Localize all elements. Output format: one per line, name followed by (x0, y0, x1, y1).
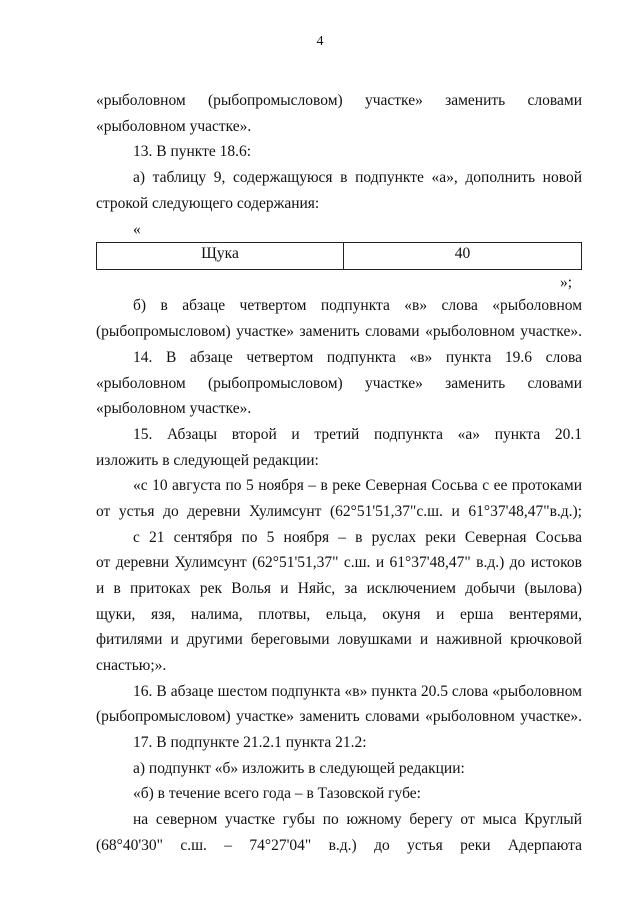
text-line: от деревни Хулимсунт (62°51'51,37" с.ш. и 61°37'48,47" в.д.) до истоков (96, 554, 582, 571)
table-cell-species: Щука (97, 243, 344, 269)
inserted-table-row (96, 242, 582, 270)
text-line: (рыбопромысловом) участке» заменить словами «рыболовном участке». (96, 323, 582, 340)
text-line: с 21 сентября по 5 ноября – в руслах реки Северная Сосьва (133, 529, 582, 546)
text-line: фитилями и другими береговыми ловушками и наживной крючковой (96, 631, 582, 648)
text-line: «рыболовном (рыбопромысловом) участке» заменить словами (96, 92, 582, 109)
text-line: и в притоках рек Волья и Няйс, за исключением добычи (вылова) (96, 580, 582, 597)
text-line: строкой следующего содержания: (96, 195, 320, 212)
text-line: от устья до деревни Хулимсунт (62°51'51,37"с.ш. и 61°37'48,47"в.д.); (96, 503, 582, 520)
text-line: щуки, язя, налима, плотвы, ельца, окуня и ерша вентерями, (96, 606, 582, 623)
page-number: 4 (316, 34, 324, 49)
text-line: «рыболовном участке». (96, 118, 252, 135)
close-quote: »; (560, 274, 573, 291)
text-line: (68°40'30" с.ш. – 74°27'04" в.д.) до устья реки Адерпаюта (96, 837, 582, 854)
text-line: изложить в следующей редакции: (96, 452, 319, 469)
text-line: на северном участке губы по южному берегу от мыса Круглый (133, 811, 582, 828)
text-line: «рыболовном участке». (96, 400, 252, 417)
text-line: 16. В абзаце шестом подпункта «в» пункта 20.5 слова «рыболовном (133, 683, 582, 700)
text-line: 14. В абзаце четвертом подпункта «в» пункта 19.6 слова (133, 349, 582, 366)
table-cell-value: 40 (454, 245, 471, 262)
text-line: снастью;». (96, 657, 167, 674)
text-line: (рыбопромысловом) участке» заменить словами «рыболовном участке». (96, 708, 582, 725)
text-line: «с 10 августа по 5 ноября – в реке Северная Сосьва с ее протоками (133, 477, 582, 494)
paragraph-heading: 17. В подпункте 21.2.1 пункта 21.2: (133, 734, 367, 751)
text-line: «рыболовном (рыбопромысловом) участке» заменить словами (96, 375, 582, 392)
text-line: а) таблицу 9, содержащуюся в подпункте «а», дополнить новой (133, 169, 582, 186)
open-quote: « (133, 221, 141, 238)
text-line: б) в абзаце четвертом подпункта «в» слова «рыболовном (133, 297, 582, 314)
text-line: «б) в течение всего года – в Тазовской губе: (133, 785, 421, 802)
text-line: 15. Абзацы второй и третий подпункта «а» пункта 20.1 (133, 426, 582, 443)
text-line: а) подпункт «б» изложить в следующей редакции: (133, 760, 465, 777)
paragraph-heading: 13. В пункте 18.6: (133, 143, 252, 160)
